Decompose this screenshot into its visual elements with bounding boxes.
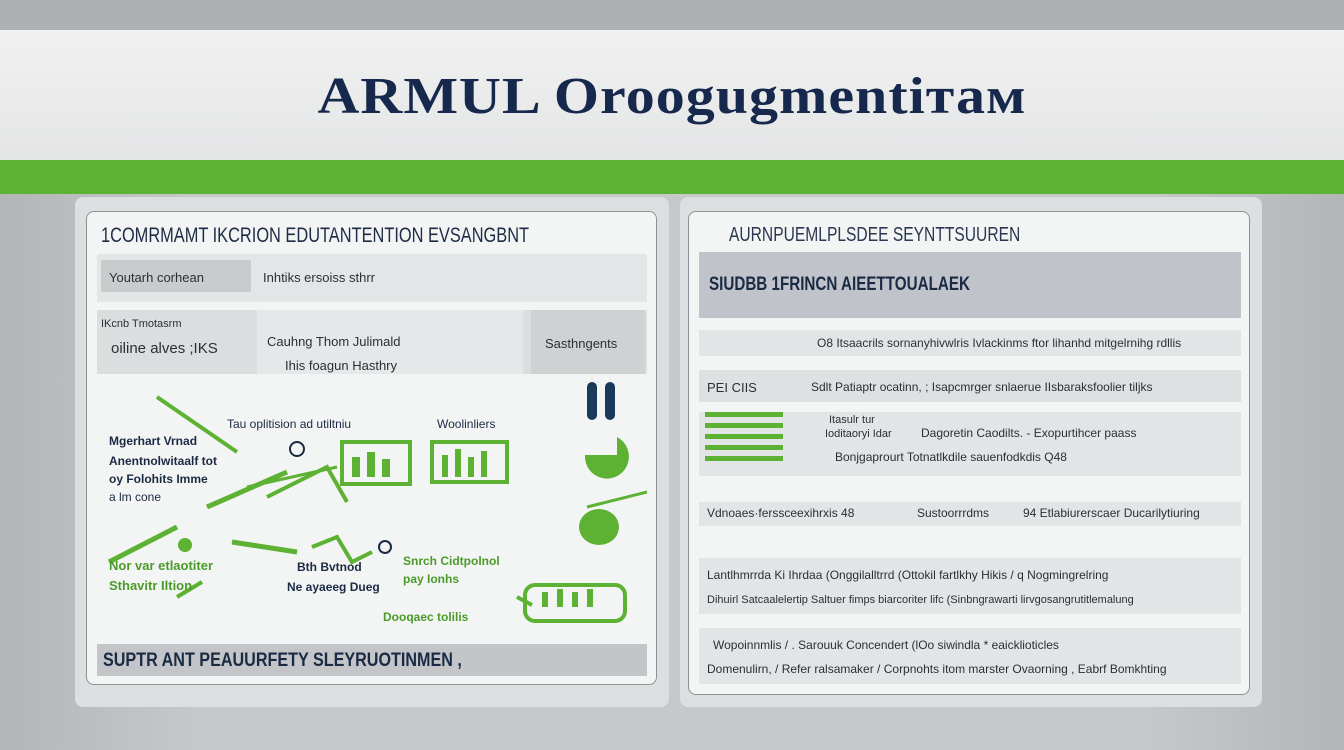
filter-label: Inhtiks ersoiss sthrr [263,270,375,285]
footer-text: SUPTR ANT PEAUURFETY SLEYRUOTINMEN , [103,650,462,671]
green-lines-icon [705,412,783,467]
table-row-text: Domenulirn, / Refer ralsamaker / Corpnohts itom marster Ovaorning , Eabrf Bomkhting [707,662,1167,676]
node-icon-2 [178,538,192,552]
table-row-text: Wopoinnmlis / . Sarouuk Concendert (lOo siwindla * eaicklioticles [713,638,1059,652]
diagram-label: Snrch Cidtpolnol [403,554,500,568]
diagram-label: Nor var etlaotiter [109,558,214,573]
right-panel-card [688,211,1250,695]
table-row-text: Ioditaoryi Idar [825,428,892,440]
diagram-line-4 [587,492,647,507]
table-row-text: Dihuirl Satcaalelertip Saltuer fimps biarcoriter lifc (Sinbngrawarti lirvgosangrutitlemalung [707,594,1134,606]
info-row-caption: IKcnb Tmotasrm [101,318,182,330]
node-icon-1 [290,442,304,456]
bar-icon-2 [605,382,615,420]
info-cell-title: Cauhng Thom Julimald [267,334,401,349]
table-row-text: O8 Itsaacrils sornanyhivwlris Ivlackinms ftor lihanhd mitgelrnihg rdllis [817,336,1182,350]
left-panel [75,197,669,707]
diagram-label: Woolinliers [437,417,496,431]
process-diagram [87,377,657,647]
table-row-text: Sustoorrrdms [917,506,990,520]
right-panel-title: AURNPUEMLPLSDEE SEYNTTSUUREN [729,224,1021,246]
green-divider [0,160,1344,194]
diagram-line-5 [109,527,177,562]
search-box-label: Youtarh corhean [109,270,204,285]
info-cell-text: Ihis foagun Hasthry [285,358,398,373]
diagram-label: Anentnolwitaalf tot [109,454,217,468]
bar-icon-1 [587,382,597,420]
diagram-line-2 [207,472,287,507]
diagram-label: pay Ionhs [403,572,460,586]
table-row-text: Vdnoaes·ferssceexihrxis 48 [707,506,855,520]
pie-icon [585,437,629,479]
table-row-label: PEI CIIS [707,380,757,395]
right-panel [680,197,1262,707]
table-row-text: 94 Etlabiurerscaer Ducarilytiuring [1023,506,1200,520]
diagram-label: Tau oplitision ad utiltniu [227,417,352,431]
left-panel-title: 1COMRMAMT IKCRION EDUTANTENTION EVSANGBNT [101,224,530,247]
diagram-label: Dooqaec tolilis [383,610,469,624]
round-icon [579,509,619,545]
banner-text: SIUDBB 1FRINCN AIEETTOUALAEK [709,274,970,295]
info-side-label: Sasthngents [545,336,618,351]
diagram-path-2 [312,537,372,562]
diagram-label: oy Folohits Imme [109,472,208,486]
table-row-text: Sdlt Patiaptr ocatinn, ; Isapcmrger snlaerue IIsbaraksfoolier tiljks [811,380,1153,394]
table-row-text: Lantlhmrrda Ki Ihrdaa (Onggilalltrrd (Ottokil fartlkhy Hikis / q Nogmingrelring [707,568,1109,582]
table-row-text: Dagoretin Caodilts. - Exopurtihcer paass [921,426,1137,440]
node-icon-3 [379,541,391,553]
diagram-label: Ne ayaeeg Dueg [287,580,380,594]
diagram-label: Sthavitr Iltion [109,578,193,593]
table-row-text: Itasulr tur [829,414,875,426]
diagram-label: Mgerhart Vrnad [109,434,198,448]
diagram-label: Bth Bvtnod [297,560,362,574]
top-band [0,0,1344,30]
diagram-label: a lm cone [109,490,162,504]
page-title: ARMUL Oroogugmentiтам [317,65,1027,125]
header-banner [0,30,1344,160]
table-row-text: Bonjgaprourt Totnatlkdile sauenfodkdis Q48 [835,450,1067,464]
diagram-line-6 [232,542,297,552]
left-panel-card [86,211,657,685]
info-row-value: oiline alves ;IKS [111,340,218,357]
